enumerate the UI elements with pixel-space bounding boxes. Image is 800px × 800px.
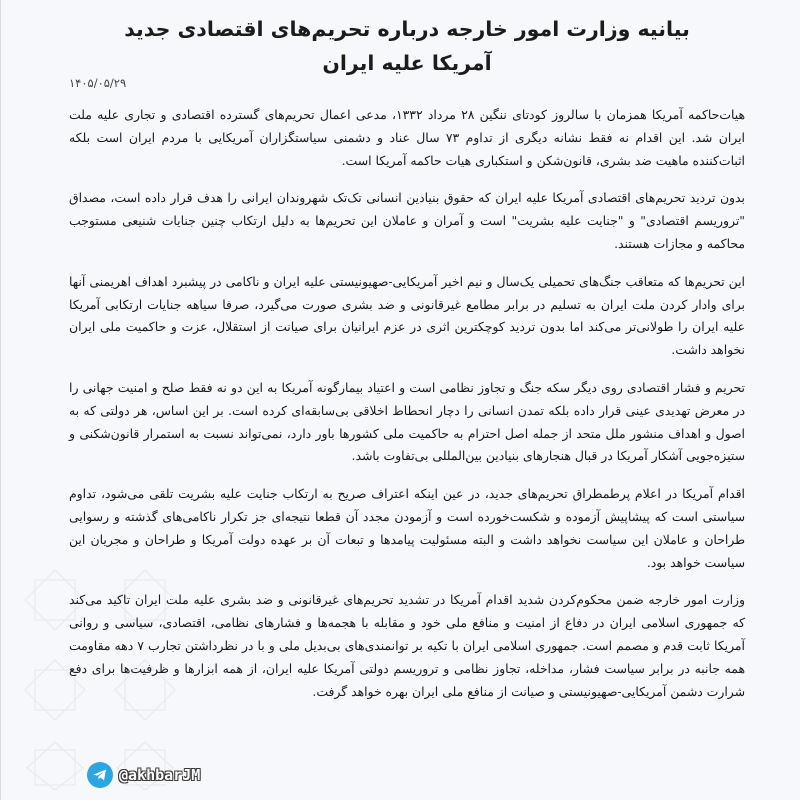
title-line-2: آمریکا علیه ایران xyxy=(322,51,492,75)
watermark-text: @akhbarJM xyxy=(119,766,201,784)
paragraph-4: تحریم و فشار اقتصادی روی دیگر سکه جنگ و تجاوز نظامی است و اعتیاد بیمارگونه آمریکا به این دو نه فقط صلح و امنیت جهانی را در معرض تهدیدی عینی قرار داده بلکه تمدن انسانی را دچار انحطاط اخلاقی بی‌سابقه‌ای کرده است. بر این اساس، هر دولتی که به اصول و اهداف منشور ملل متحد از جمله اصل احترام به حاکمیت ملی کشورها باور دارد، نمی‌تواند نسبت به استمرار قانون‌شکنی و ستیزه‌جویی آشکار آمریکا در قبال هنجارهای بنیادین بین‌المللی بی‌تفاوت باشد. xyxy=(69,379,745,464)
statement-date: ۱۴۰۵/۰۵/۲۹ xyxy=(69,76,127,90)
statement-body xyxy=(69,104,745,718)
paragraph-2: بدون تردید تحریم‌های اقتصادی آمریکا علیه ایران که حقوق بنیادین انسانی تک‌تک شهروندان ایرانی را هدف قرار داده است، مصداق "تروریسم اقتصادی" و "جنایت علیه بشریت" است و آمران و عاملان این تحریم‌ها به دلیل ارتکاب چنین جنایات شنیعی مستوجب محاکمه و مجازات هستند. xyxy=(69,190,745,251)
statement-document xyxy=(69,0,745,800)
paragraph-3: این تحریم‌ها که متعاقب جنگ‌های تحمیلی یک‌سال و نیم اخیر آمریکایی-صهیونیستی علیه ایران و ناکامی در پیشبرد اهداف اهریمنی آنها برای وادار کردن ملت ایران به تسلیم در برابر مطامع غیرقانونی و ضد بشری صورت می‌گیرد، صرفا سیاهه جنایات ارتکابی آمریکا علیه ایران را طولانی‌تر می‌کند اما بدون تردید کوچکترین اثری در عزم ایرانیان برای صیانت از استقلال، عزت و حاکمیت ملی ایران نخواهد داشت. xyxy=(69,273,745,358)
paragraph-6: وزارت امور خارجه ضمن محکوم‌کردن شدید اقدام آمریکا در تشدید تحریم‌های غیرقانونی و ضد بشری علیه ملت ایران تاکید می‌کند که جمهوری اسلامی ایران در دفاع از امنیت و منافع ملی خود و مقابله با هجمه‌ها و فشارهای نظامی، اقتصادی، سیاسی و روانی آمریکا ثابت قدم و مصمم است. جمهوری اسلامی ایران با تکیه بر توانمندی‌های بی‌بدیل ملی و با در نظرداشتن تجارب ۷ دهه مقاومت همه جانبه در برابر سیاست فشار، مداخله، تجاوز نظامی و تروریسم دولتی آمریکا علیه ایران، از همه ابزارها و ظرفیت‌ها برای دفع شرارت دشمن آمریکایی-صهیونیستی و صیانت از منافع ملی ایران بهره خواهد گرفت. xyxy=(69,592,745,699)
statement-title xyxy=(69,0,745,80)
title-line-1: بیانیه وزارت امور خارجه درباره تحریم‌های اقتصادی جدید xyxy=(124,17,690,41)
paragraph-1: هیات‌حاکمه آمریکا همزمان با سالروز کودتای ننگین ۲۸ مرداد ۱۳۳۲، مدعی اعمال تحریم‌های گسترده اقتصادی و تجاری علیه ملت ایران شد. این اقدام نه فقط نشانه دیگری از تداوم ۷۳ سال عناد و دشمنی سیاستگزاران آمریکایی با مردم ایران است بلکه اثبات‌کننده ماهیت ضد بشری، قانون‌شکن و استکباری هیات حاکمه آمریکا است. xyxy=(69,107,745,168)
telegram-icon xyxy=(87,762,113,788)
channel-watermark xyxy=(87,762,200,788)
paragraph-5: اقدام آمریکا در اعلام پرطمطراق تحریم‌های جدید، در عین اینکه اعتراف صریح به ارتکاب جنایت علیه بشریت تلقی می‌شود، تداوم سیاستی است که پیشاپیش آزموده و شکست‌خورده است و آزمودن مجدد آن قطعا نتیجه‌ای جز تکرار ناکامی‌های گذشته و رسوایی طراحان و عاملان این سیاست نخواهد داشت و البته مسئولیت پیامدها و تبعات آن بر عهده دولت آمریکا و طراحان و مجریان این سیاست خواهد بود. xyxy=(69,486,745,570)
